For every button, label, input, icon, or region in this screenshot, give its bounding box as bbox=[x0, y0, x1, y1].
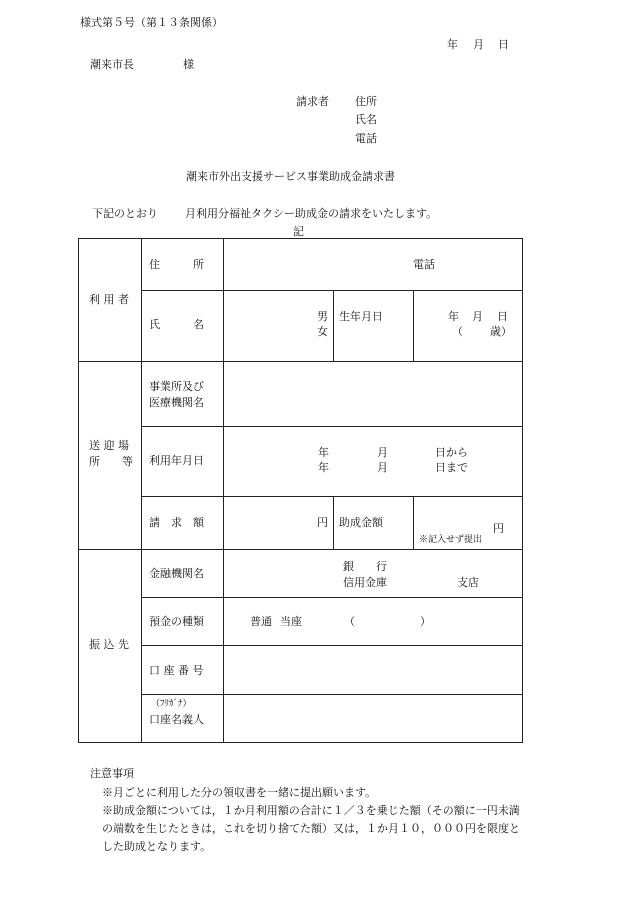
subsidy-yen: 円 bbox=[493, 522, 504, 535]
document-title: 潮来市外出支援サービス事業助成金請求書 bbox=[186, 170, 395, 183]
transfer-section-label: 振 込 先 bbox=[89, 638, 129, 651]
from-month-label: 月 bbox=[377, 446, 388, 459]
user-name-label: 氏 名 bbox=[149, 318, 204, 331]
user-phone-label: 電話 bbox=[413, 258, 435, 271]
bank-name-field[interactable] bbox=[229, 553, 329, 593]
bank-suffix: 銀 行 bbox=[343, 560, 387, 573]
requester-label: 請求者 bbox=[296, 95, 329, 108]
ki-mark: 記 bbox=[293, 225, 304, 238]
facility-label-1: 事業所及び bbox=[149, 380, 204, 393]
subsidy-amount-label: 助成金額 bbox=[339, 516, 383, 529]
from-year-label: 年 bbox=[318, 446, 329, 459]
account-holder-field[interactable] bbox=[229, 698, 517, 740]
user-address-label: 住 所 bbox=[149, 258, 204, 271]
intro-prefix: 下記のとおり bbox=[92, 207, 158, 220]
account-number-field[interactable] bbox=[229, 649, 517, 691]
from-suffix: 日から bbox=[435, 446, 468, 459]
gender-female[interactable]: 女 bbox=[317, 325, 328, 338]
branch-suffix: 支店 bbox=[457, 576, 479, 589]
transport-section-label-2: 所 等 bbox=[89, 455, 133, 468]
requester-address-label: 住所 bbox=[355, 95, 377, 108]
to-month-label: 月 bbox=[377, 461, 388, 474]
addressee: 潮来市長 bbox=[90, 58, 134, 71]
deposit-type-label: 預金の種類 bbox=[149, 615, 204, 628]
birth-date-label: 生年月日 bbox=[339, 310, 383, 323]
subsidy-note: ※記入せず提出 bbox=[419, 535, 483, 545]
birth-month-label: 月 bbox=[472, 310, 483, 323]
birth-year-label: 年 bbox=[448, 310, 459, 323]
deposit-current-option[interactable]: 当座 bbox=[280, 615, 302, 628]
deposit-ordinary-option[interactable]: 普通 bbox=[250, 615, 272, 628]
to-suffix: 日まで bbox=[435, 461, 468, 474]
date-year-label: 年 bbox=[447, 38, 458, 51]
to-year-label: 年 bbox=[318, 461, 329, 474]
requester-phone-label: 電話 bbox=[355, 132, 377, 145]
claim-amount-label: 請 求 額 bbox=[149, 516, 204, 529]
claim-yen: 円 bbox=[317, 516, 328, 529]
claim-amount-field[interactable] bbox=[229, 501, 309, 545]
requester-name-label: 氏名 bbox=[355, 113, 377, 126]
user-name-field[interactable] bbox=[229, 294, 309, 356]
deposit-paren-close: ） bbox=[420, 615, 431, 628]
user-section-label: 利 用 者 bbox=[89, 293, 129, 306]
account-holder-label: 口座名義人 bbox=[149, 713, 204, 726]
notes-heading: 注意事項 bbox=[90, 767, 134, 780]
age-open: （ bbox=[452, 325, 463, 338]
date-day-label: 日 bbox=[498, 38, 509, 51]
gender-male[interactable]: 男 bbox=[317, 310, 328, 323]
bank-name-label: 金融機関名 bbox=[149, 567, 204, 580]
note-line-3: の端数を生じたときは，これを切り捨てた額）又は，１か月１０，０００円を限度と bbox=[102, 822, 520, 835]
note-line-2: ※助成金額については，１か月利用額の合計に１／３を乗じた額（その額に一円未満 bbox=[102, 804, 520, 817]
claim-form-table bbox=[78, 238, 523, 743]
age-close: 歳） bbox=[490, 325, 512, 338]
facility-label-2: 医療機関名 bbox=[149, 396, 204, 409]
credit-union-suffix: 信用金庫 bbox=[343, 576, 387, 589]
form-number: 様式第５号（第１３条関係） bbox=[80, 16, 223, 29]
birth-day-label: 日 bbox=[497, 310, 508, 323]
intro-body: 月利用分福祉タクシー助成金の請求をいたします。 bbox=[185, 207, 438, 220]
note-line-1: ※月ごとに利用した分の領収書を一緒に提出願います。 bbox=[102, 786, 377, 799]
note-line-4: した助成となります。 bbox=[102, 840, 212, 853]
addressee-honorific: 様 bbox=[183, 58, 194, 71]
usage-date-label: 利用年月日 bbox=[149, 454, 204, 467]
date-month-label: 月 bbox=[473, 38, 484, 51]
facility-name-field[interactable] bbox=[229, 366, 517, 422]
deposit-paren-open: （ bbox=[344, 615, 355, 628]
transport-section-label-1: 送 迎 場 bbox=[89, 439, 129, 452]
furigana-label: （ﾌﾘｶﾞﾅ） bbox=[151, 699, 192, 709]
account-number-label: 口 座 番 号 bbox=[149, 664, 204, 677]
